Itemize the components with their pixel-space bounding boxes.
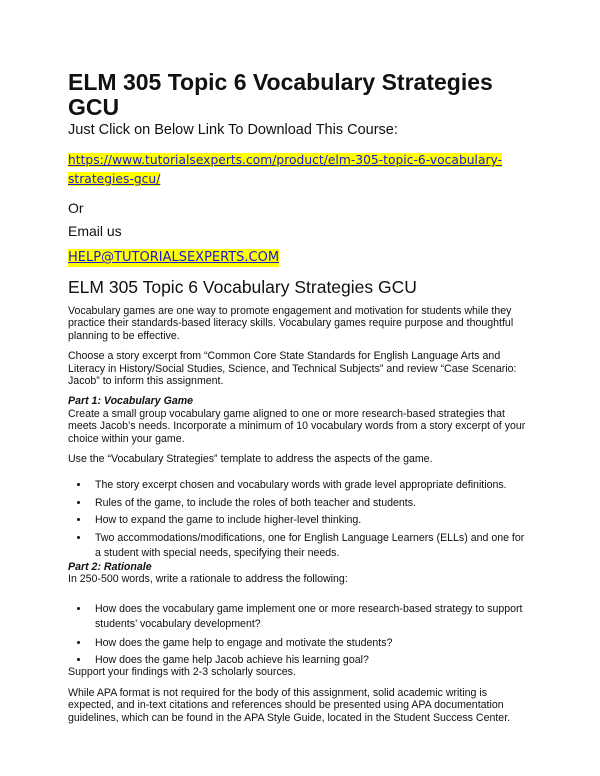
email-label: Email us	[68, 223, 122, 239]
email-link[interactable]: HELP@TUTORIALSEXPERTS.COM	[68, 250, 280, 265]
list-item: • How does the game help Jacob achieve his learning goal?	[90, 654, 530, 666]
document-title: ELM 305 Topic 6 Vocabulary Strategies GCU	[68, 69, 493, 120]
download-instruction: Just Click on Below Link To Download This Course:	[68, 122, 398, 138]
part1-title: Part 1: Vocabulary Game	[68, 395, 194, 408]
list-item: • How to expand the game to include higher-level thinking.	[90, 514, 530, 526]
game-aspects-list	[68, 479, 530, 561]
course-link[interactable]	[68, 151, 513, 189]
part2-title: Part 2: Rationale	[68, 561, 152, 574]
intro-paragraph: Vocabulary games are one way to promote engagement and motivation for students while they practice their standards-based literacy skills. Vocabulary games require purpose and thoughtful planning to be effective.	[68, 305, 514, 342]
course-link-text[interactable]: https://www.tutorialsexperts.com/product/elm-305-topic-6-vocabulary-strategies-gcu/	[68, 153, 503, 186]
or-text: Or	[68, 200, 84, 216]
list-item: • Two accommodations/modifications, one for English Language Learners (ELLs) and one for a student with special needs, specifying their needs.	[90, 531, 530, 561]
template-text: Use the “Vocabulary Strategies” template to address the aspects of the game.	[68, 453, 433, 466]
part1-text: Create a small group vocabulary game aligned to one or more research-based strategies that meets Jacob’s needs. Incorporate a minimum of 10 vocabulary words from a story excerpt of your choice within your game.	[68, 407, 526, 445]
list-item: • The story excerpt chosen and vocabulary words with grade level appropriate definitions.	[90, 479, 530, 491]
part2-text: In 250-500 words, write a rationale to address the following:	[68, 573, 348, 586]
excerpt-paragraph: Choose a story excerpt from “Common Core State Standards for English Language Arts and Literacy in History/Social Studies, Science, and Technical Subjects” and review “Case Scenario: Jacob” to inform this assignment.	[68, 350, 517, 388]
rationale-list	[68, 602, 530, 666]
list-item: • Rules of the game, to include the roles of both teacher and students.	[90, 497, 530, 509]
section-heading: ELM 305 Topic 6 Vocabulary Strategies GCU	[68, 277, 417, 297]
document-page	[68, 70, 530, 732]
list-item: • How does the vocabulary game implement one or more research-based strategy to support students’ vocabulary development?	[90, 602, 530, 632]
list-item: • How does the game help to engage and motivate the students?	[90, 637, 530, 649]
support-text: Support your findings with 2-3 scholarly sources.	[68, 666, 296, 679]
apa-paragraph: While APA format is not required for the body of this assignment, solid academic writing is expected, and in-text citations and references should be presented using APA documentation guidelines, which can be found in the APA Style Guide, located in the Student Success Center.	[68, 686, 511, 724]
